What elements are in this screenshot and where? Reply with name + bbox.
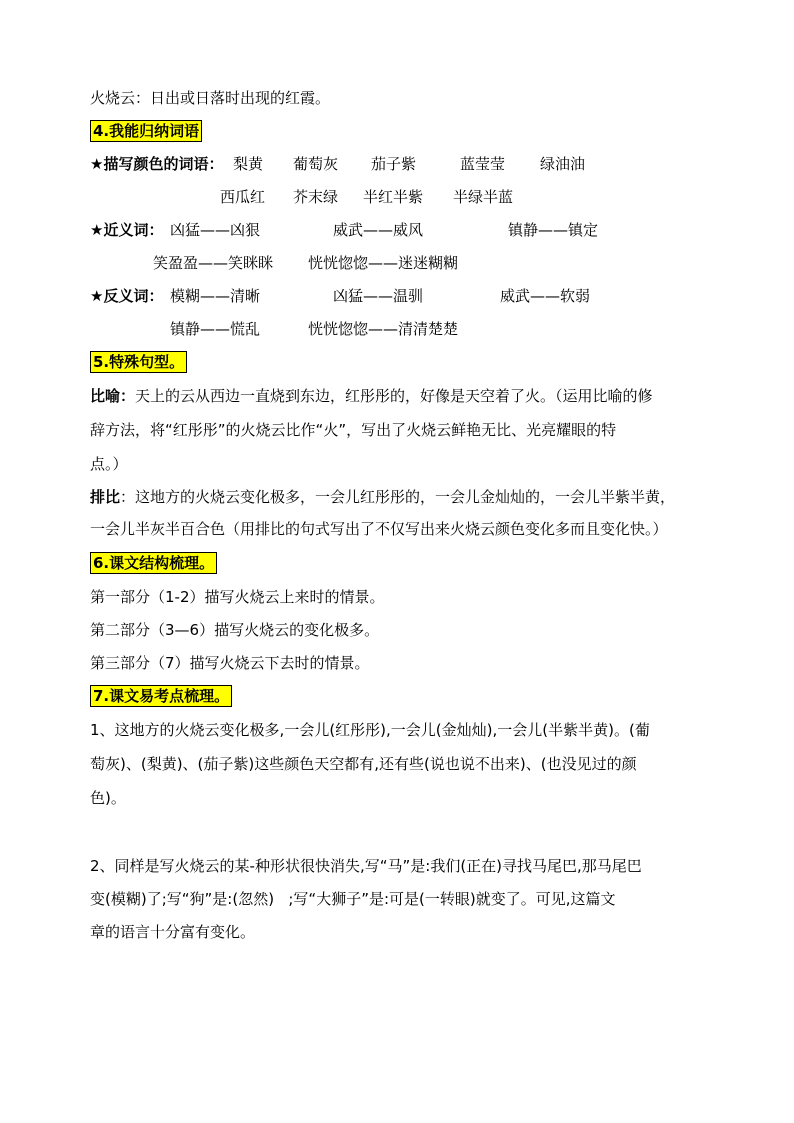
color-word: 芥末绿 [293, 188, 339, 206]
metaphor-text: 天上的云从西边一直烧到东边，红彤彤的，好像是天空着了火。（运用比喻的修 [135, 387, 653, 405]
synonyms-label: ★近义词： [90, 221, 164, 239]
section-5-heading: 5.特殊句型。 [90, 351, 187, 373]
section-5-heading-row [90, 352, 187, 372]
synonym-pair: 威武——威风 [333, 221, 424, 239]
color-word: 绿油油 [540, 155, 586, 173]
color-word: 西瓜红 [220, 188, 266, 206]
parallel-line-2: 一会儿半灰半百合色（用排比的句式写出了不仅写出来火烧云颜色变化多而且变化快。） [90, 520, 668, 538]
section-6-heading: 6.课文结构梳理。 [90, 552, 217, 574]
structure-item: 第三部分（7）描写火烧云下去时的情景。 [90, 654, 370, 672]
parallel-label: 排比 [90, 488, 121, 506]
structure-item: 第二部分（3—6）描写火烧云的变化极多。 [90, 621, 380, 639]
antonyms-row-2 [90, 319, 710, 339]
antonym-pair: 镇静——慌乱 [170, 320, 261, 338]
metaphor-label: 比喻： [90, 387, 136, 405]
color-word: 蓝莹莹 [460, 155, 506, 173]
antonyms-row-1 [90, 286, 710, 306]
color-word: 葡萄灰 [293, 155, 339, 173]
color-words-row-2 [90, 187, 710, 207]
exam-point-1-line: 萄灰)、(梨黄)、(茄子紫)这些颜色天空都有,还有些(说也说不出来)、(也没见过的颜 [90, 755, 637, 773]
color-word: 半绿半蓝 [453, 188, 514, 206]
exam-point-1-line: 1、这地方的火烧云变化极多,一会儿(红彤彤),一会儿(金灿灿),一会儿(半紫半黄)。(葡 [90, 721, 650, 739]
synonym-pair: 凶猛——凶狠 [170, 221, 261, 239]
section-4-heading: 4.我能归纳词语 [90, 120, 202, 142]
parallel-text: ：这地方的火烧云变化极多，一会儿红彤彤的，一会儿金灿灿的，一会儿半紫半黄， [120, 488, 676, 506]
synonyms-row-1 [90, 220, 710, 240]
metaphor-line-1 [90, 386, 653, 406]
color-word: 梨黄 [233, 155, 264, 173]
antonym-pair: 威武——软弱 [500, 287, 591, 305]
section-7-heading-row [90, 686, 232, 706]
section-6-heading-row [90, 553, 217, 573]
synonym-pair: 镇静——镇定 [508, 221, 599, 239]
metaphor-line-2: 辞方法，将“红彤彤”的火烧云比作“火”，写出了火烧云鲜艳无比、光亮耀眼的特 [90, 421, 617, 439]
parallel-line-1 [90, 487, 675, 507]
metaphor-line-3: 点。） [90, 455, 128, 473]
exam-point-1-line: 色)。 [90, 789, 126, 807]
antonym-pair: 模糊——清晰 [170, 287, 261, 305]
synonym-pair: 笑盈盈——笑眯眯 [153, 254, 274, 272]
exam-point-2-line: 变(模糊)了;写“狗”是:(忽然) ;写“大狮子”是:可是(一转眼)就变了。可见,这篇文 [90, 890, 616, 908]
intro-line: 火烧云：日出或日落时出现的红霞。 [90, 89, 331, 107]
color-word: 半红半紫 [363, 188, 424, 206]
antonym-pair: 凶猛——温驯 [333, 287, 424, 305]
section-4-heading-row [90, 121, 202, 141]
exam-point-2-line: 章的语言十分富有变化。 [90, 923, 256, 941]
synonyms-row-2 [90, 253, 710, 273]
color-words-label: ★描写颜色的词语： [90, 155, 224, 173]
antonym-pair: 恍恍惚惚——清清楚楚 [308, 320, 459, 338]
exam-point-2-line: 2、同样是写火烧云的某-种形状很快消失,写“马”是:我们(正在)寻找马尾巴,那马尾巴 [90, 857, 642, 875]
antonyms-label: ★反义词： [90, 287, 164, 305]
color-word: 茄子紫 [371, 155, 417, 173]
color-words-row-1 [90, 154, 710, 174]
section-7-heading: 7.课文易考点梳理。 [90, 685, 232, 707]
synonym-pair: 恍恍惚惚——迷迷糊糊 [308, 254, 459, 272]
structure-item: 第一部分（1-2）描写火烧云上来时的情景。 [90, 588, 385, 606]
